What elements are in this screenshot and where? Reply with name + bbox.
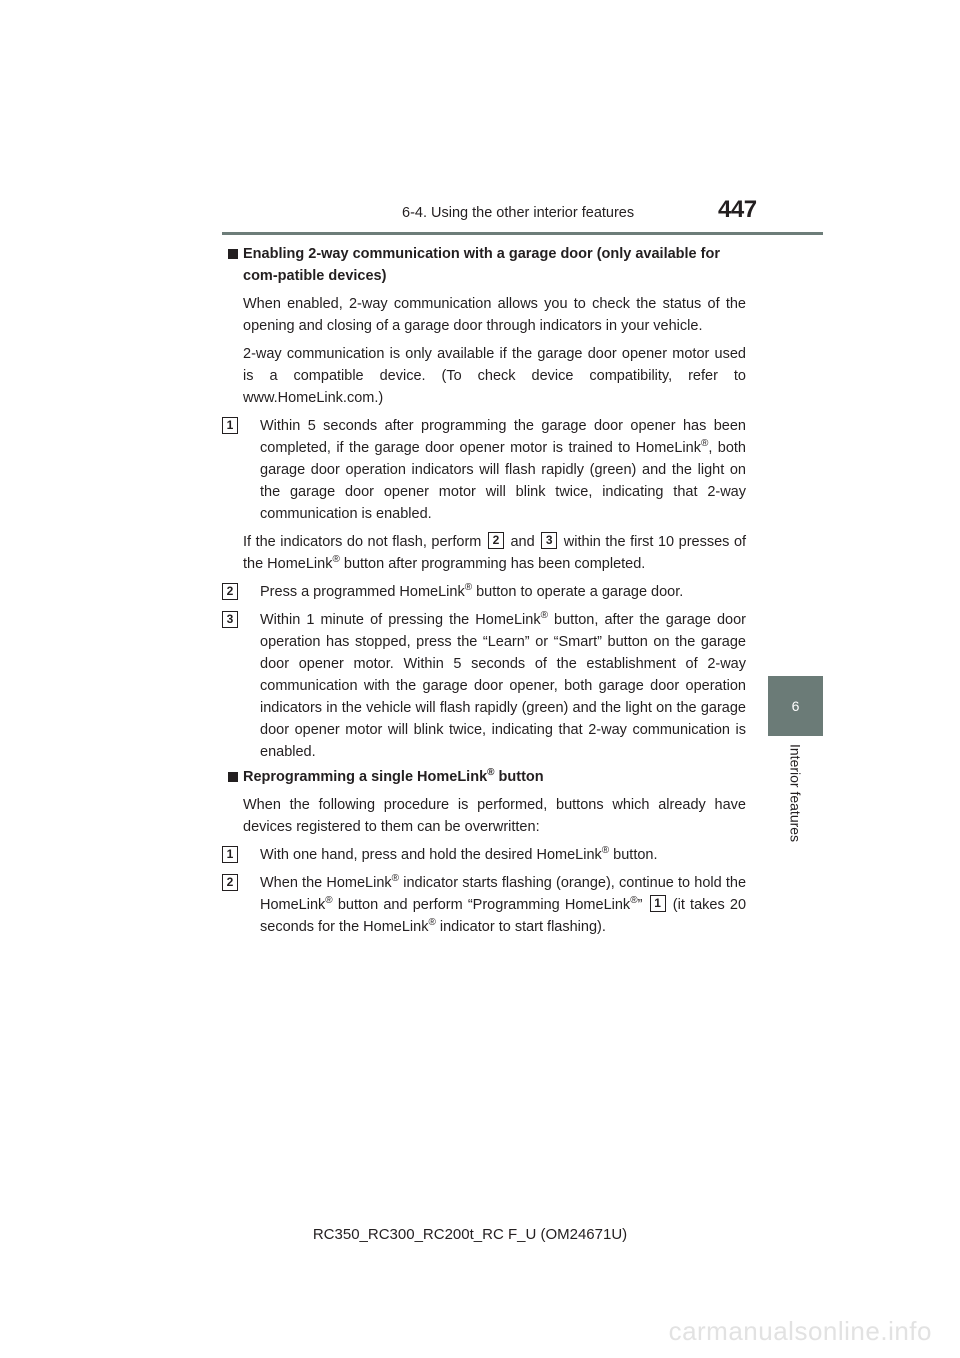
step-item [228,844,746,866]
step-text: Within 5 seconds after programming the garage door opener has been completed, if the garage door opener motor is trained to HomeLink [260,418,746,456]
step-number-badge: 2 [222,583,238,600]
registered-mark: ® [391,873,400,885]
step-number-badge: 2 [222,874,238,891]
section-header: 6-4. Using the other interior features [402,205,635,221]
step-text: When the HomeLink [260,875,392,891]
step-ref-badge: 1 [650,895,666,912]
section-heading [228,243,746,287]
step-text: indicator starts flashing (orange), continue to hold the HomeLink [260,875,747,913]
step-ref-badge: 3 [541,532,557,549]
paragraph: When enabled, 2-way communication allows you to check the status of the opening and closing of a garage door through indicators in your vehicle. [243,296,746,334]
registered-mark: ® [428,917,436,929]
step-item [228,581,746,603]
step-text: ” [637,897,643,913]
step-item [228,609,746,763]
paragraph [228,531,746,575]
page-content [228,240,746,938]
chapter-tab: 6 [768,676,823,736]
square-bullet-icon [228,772,238,782]
step-item [228,415,746,525]
section-heading-text: Enabling 2-way communication with a garage door (only available for com-patible devices) [243,246,720,284]
note-text: button after programming has been completed. [343,556,646,572]
step-text: Press a programmed HomeLink [260,584,465,600]
step-number-badge: 1 [222,846,238,863]
step-text: indicator to start flashing). [439,919,606,935]
chapter-label [768,736,823,896]
registered-mark: ® [332,554,340,566]
step-item [228,872,746,938]
step-number-badge: 1 [222,417,238,434]
paragraph: 2-way communication is only available if the garage door opener motor used is a compatible device. (To check device compatibility, refer to www.HomeLink.com.) [243,346,746,406]
document-footer [0,1226,960,1243]
note-text: within the first 10 presses of the HomeLink [243,534,747,572]
registered-mark: ® [630,895,638,907]
section-heading [228,766,746,788]
watermark: carmanualsonline.info [668,1316,932,1346]
paragraph: When the following procedure is performed, buttons which already have devices registered to them can be overwritten: [243,797,746,835]
registered-mark: ® [700,438,709,450]
square-bullet-icon [228,249,238,259]
footer-text: RC350_RC300_RC200t_RC F_U (OM24671U) [312,1226,628,1243]
note-text: If the indicators do not flash, perform [243,534,482,550]
registered-mark: ® [464,582,473,594]
header-divider [222,232,823,235]
section-heading-text: button [498,769,544,785]
registered-mark: ® [540,610,548,622]
step-text: With one hand, press and hold the desired HomeLink [260,847,602,863]
registered-mark: ® [325,895,333,907]
step-number-badge: 3 [222,611,238,628]
registered-mark: ® [487,767,495,779]
step-text: , both garage door operation indicators will flash rapidly (green) and the light on the garage door opener motor will blink twice, indicating that 2-way communication is enabled. [260,440,746,522]
step-text: button. [613,847,658,863]
note-text: and [510,534,535,550]
step-text: Within 1 minute of pressing the HomeLink [260,612,541,628]
section-heading-text: Reprogramming a single HomeLink [243,769,488,785]
step-text: (it takes 20 seconds for the HomeLink [260,897,747,935]
registered-mark: ® [601,845,610,857]
step-text: button and perform “Programming HomeLink [337,897,631,913]
step-text: button to operate a garage door. [476,584,684,600]
page-number: 447 [718,196,757,223]
chapter-label-text: Interior features [787,744,804,843]
step-ref-badge: 2 [488,532,504,549]
step-text: button, after the garage door operation has stopped, press the “Learn” or “Smart” button on the garage door opener motor. Within 5 seconds of the establishment of 2-way communication with the garage door opener, both garage door operation indicators in the vehicle will flash rapidly (green) and the light on the garage door opener motor will blink twice, indicating that 2-way communication is enabled. [260,612,746,760]
